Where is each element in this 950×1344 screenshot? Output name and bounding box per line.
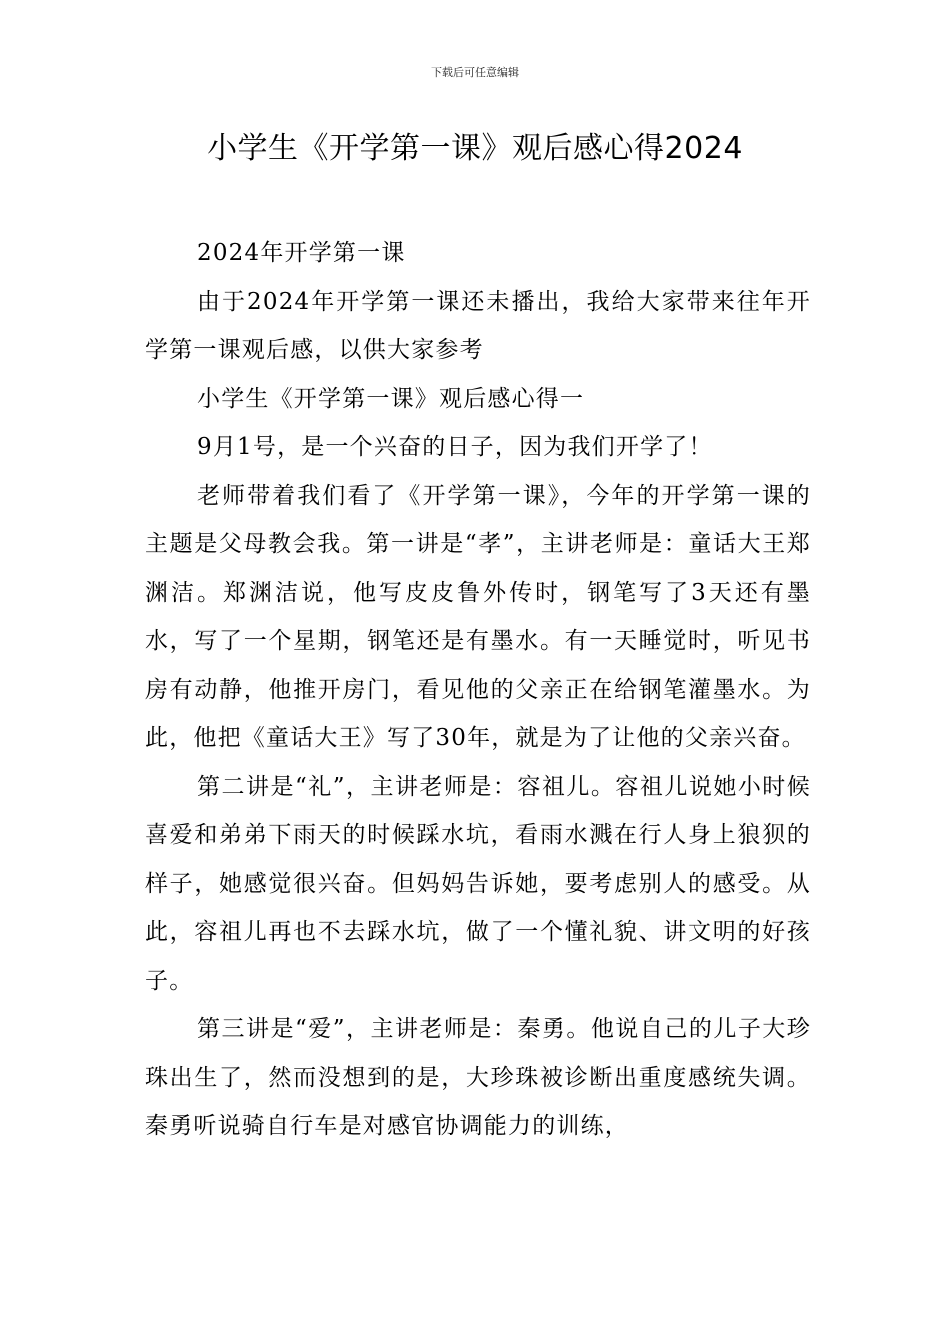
paragraph: 第二讲是“礼”，主讲老师是：容祖儿。容祖儿说她小时候喜爱和弟弟下雨天的时候踩水坑，看雨水溅在行人身上狼狈的样子，她感觉很兴奋。但妈妈告诉她，要考虑别人的感受。从此，容祖儿再也不去踩水坑，做了一个懂礼貌、讲文明的好孩子。 <box>145 773 811 994</box>
document-body <box>145 229 811 1151</box>
paragraph: 第三讲是“爱”，主讲老师是：秦勇。他说自己的儿子大珍珠出生了，然而没想到的是，大珍珠被诊断出重度感统失调。秦勇听说骑自行车是对感官协调能力的训练， <box>145 1016 811 1139</box>
paragraph: 9月1号，是一个兴奋的日子，因为我们开学了！ <box>197 434 713 460</box>
section-heading: 小学生《开学第一课》观后感心得一 <box>197 385 585 412</box>
header-note: 下载后可任意编辑 <box>431 66 519 79</box>
paragraph: 老师带着我们看了《开学第一课》，今年的开学第一课的主题是父母教会我。第一讲是“孝”，主讲老师是：童话大王郑渊洁。郑渊洁说，他写皮皮鲁外传时，钢笔写了3天还有墨水，写了一个星期，钢笔还是有墨水。有一天睡觉时，听见书房有动静，他推开房门，看见他的父亲正在给钢笔灌墨水。为此，他把《童话大王》写了30年，就是为了让他的父亲兴奋。 <box>145 482 811 751</box>
paragraph: 2024年开学第一课 <box>197 240 406 266</box>
paragraph: 由于2024年开学第一课还未播出，我给大家带来往年开学第一课观后感，以供大家参考 <box>145 288 811 363</box>
document-title: 小学生《开学第一课》观后感心得2024 <box>207 131 743 166</box>
